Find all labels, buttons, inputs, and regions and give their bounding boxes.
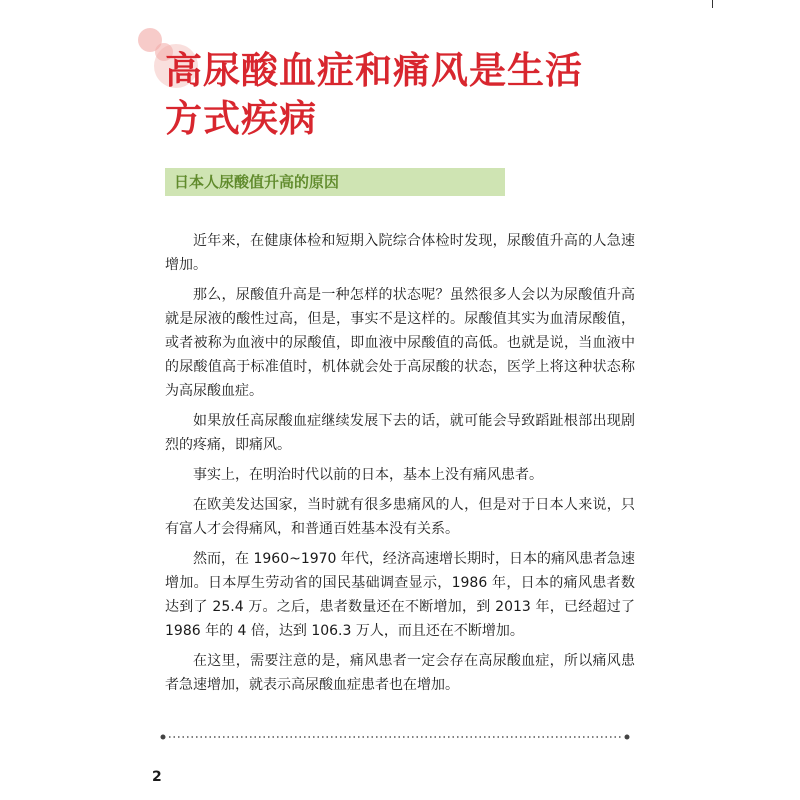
body-text xyxy=(165,229,635,703)
paragraph: 那么，尿酸值升高是一种怎样的状态呢？虽然很多人会以为尿酸值升高就是尿液的酸性过高，但是，事实不是这样的。尿酸值其实为血清尿酸值，或者被称为血液中的尿酸值，即血液中尿酸值的高低。也就是说，当血液中的尿酸值高于标准值时，机体就会处于高尿酸的状态，医学上将这种状态称为高尿酸血症。 xyxy=(165,287,635,399)
paragraph: 在这里，需要注意的是，痛风患者一定会存在高尿酸血症，所以痛风患者急速增加，就表示高尿酸血症患者也在增加。 xyxy=(165,653,635,693)
paragraph: 如果放任高尿酸血症继续发展下去的话，就可能会导致蹈趾根部出现剧烈的疼痛，即痛风。 xyxy=(165,413,635,453)
page-number: 2 xyxy=(152,769,162,785)
dotted-divider xyxy=(160,734,630,740)
section-heading: 日本人尿酸值升高的原因 xyxy=(174,173,340,191)
crop-mark xyxy=(712,0,713,8)
paragraph: 然而，在 1960~1970 年代，经济高速增长期时，日本的痛风患者急速增加。日本厚生劳动省的国民基础调查显示，1986 年，日本的痛风患者数达到了 25.4 万。之后，患者数量还在不断增加，到 2013 年，已经超过了 1986 年的 4 倍，达到 106.3 万人，而且还在不断增加。 xyxy=(165,551,635,639)
title-line-2: 方式疾病 xyxy=(165,96,317,140)
section-heading-bar xyxy=(165,168,505,196)
title-line-1: 高尿酸血症和痛风是生活 xyxy=(165,48,583,92)
paragraph: 近年来，在健康体检和短期入院综合体检时发现，尿酸值升高的人急速增加。 xyxy=(165,233,635,273)
paragraph: 事实上，在明治时代以前的日本，基本上没有痛风患者。 xyxy=(193,467,543,483)
page-title xyxy=(165,46,685,142)
paragraph: 在欧美发达国家，当时就有很多患痛风的人，但是对于日本人来说，只有富人才会得痛风，和普通百姓基本没有关系。 xyxy=(165,497,635,537)
